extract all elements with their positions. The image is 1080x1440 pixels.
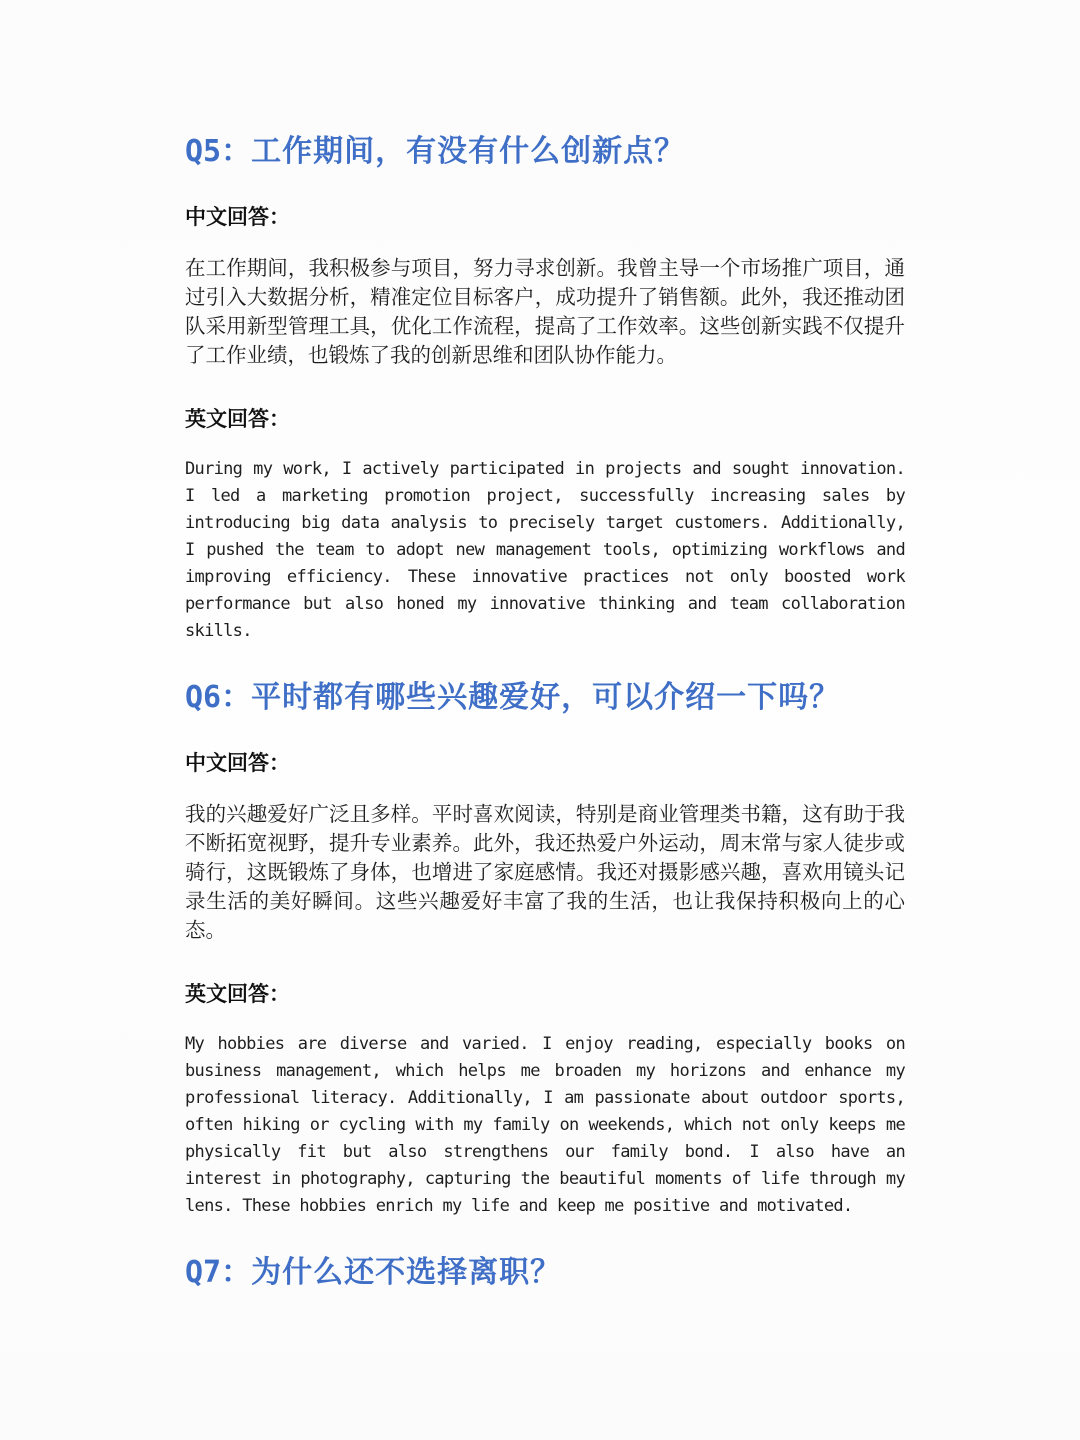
section-q7 [185, 1256, 905, 1289]
question-number: Q5： [185, 134, 252, 169]
chinese-answer-label: 中文回答： [185, 204, 290, 229]
question-number: Q7： [185, 1255, 252, 1290]
question-number: Q6： [185, 680, 252, 715]
question-heading-q7 [185, 1256, 905, 1289]
english-answer-paragraph: During my work, I actively participated in projects and sought innovation. I led a marketing promotion project, successfully increasing sales by introducing big data analysis to precisely target customers. Additionally, I pushed the team to adopt new management tools, optimizing workflows and improving efficiency. These innovative practices not only boosted work performance but also honed my innovative thinking and team collaboration skills. [185, 459, 905, 641]
question-text: 为什么还不选择离职？ [251, 1255, 562, 1290]
english-answer-label: 英文回答： [185, 981, 290, 1006]
question-heading-q6 [185, 681, 905, 714]
english-answer-label: 英文回答： [185, 406, 290, 431]
section-q6 [185, 681, 905, 1220]
question-text: 工作期间，有没有什么创新点？ [251, 134, 686, 169]
question-heading-q5 [185, 135, 905, 168]
chinese-answer-paragraph: 在工作期间，我积极参与项目，努力寻求创新。我曾主导一个市场推广项目，通过引入大数据分析，精准定位目标客户，成功提升了销售额。此外，我还推动团队采用新型管理工具，优化工作流程，提高了工作效率。这些创新实践不仅提升了工作业绩，也锻炼了我的创新思维和团队协作能力。 [185, 256, 905, 367]
chinese-answer-paragraph: 我的兴趣爱好广泛且多样。平时喜欢阅读，特别是商业管理类书籍，这有助于我不断拓宽视野，提升专业素养。此外，我还热爱户外运动，周末常与家人徒步或骑行，这既锻炼了身体，也增进了家庭感情。我还对摄影感兴趣，喜欢用镜头记录生活的美好瞬间。这些兴趣爱好丰富了我的生活，也让我保持积极向上的心态。 [185, 802, 905, 942]
english-answer-paragraph: My hobbies are diverse and varied. I enjoy reading, especially books on business management, which helps me broaden my horizons and enhance my professional literacy. Additionally, I am passionate about outdoor sports, often hiking or cycling with my family on weekends, which not only keeps me physically fit but also strengthens our family bond. I also have an interest in photography, capturing the beautiful moments of life through my lens. These hobbies enrich my life and keep me positive and motivated. [185, 1034, 905, 1216]
chinese-answer-label: 中文回答： [185, 750, 290, 775]
question-text: 平时都有哪些兴趣爱好，可以介绍一下吗？ [251, 680, 841, 715]
section-q5 [185, 135, 905, 645]
